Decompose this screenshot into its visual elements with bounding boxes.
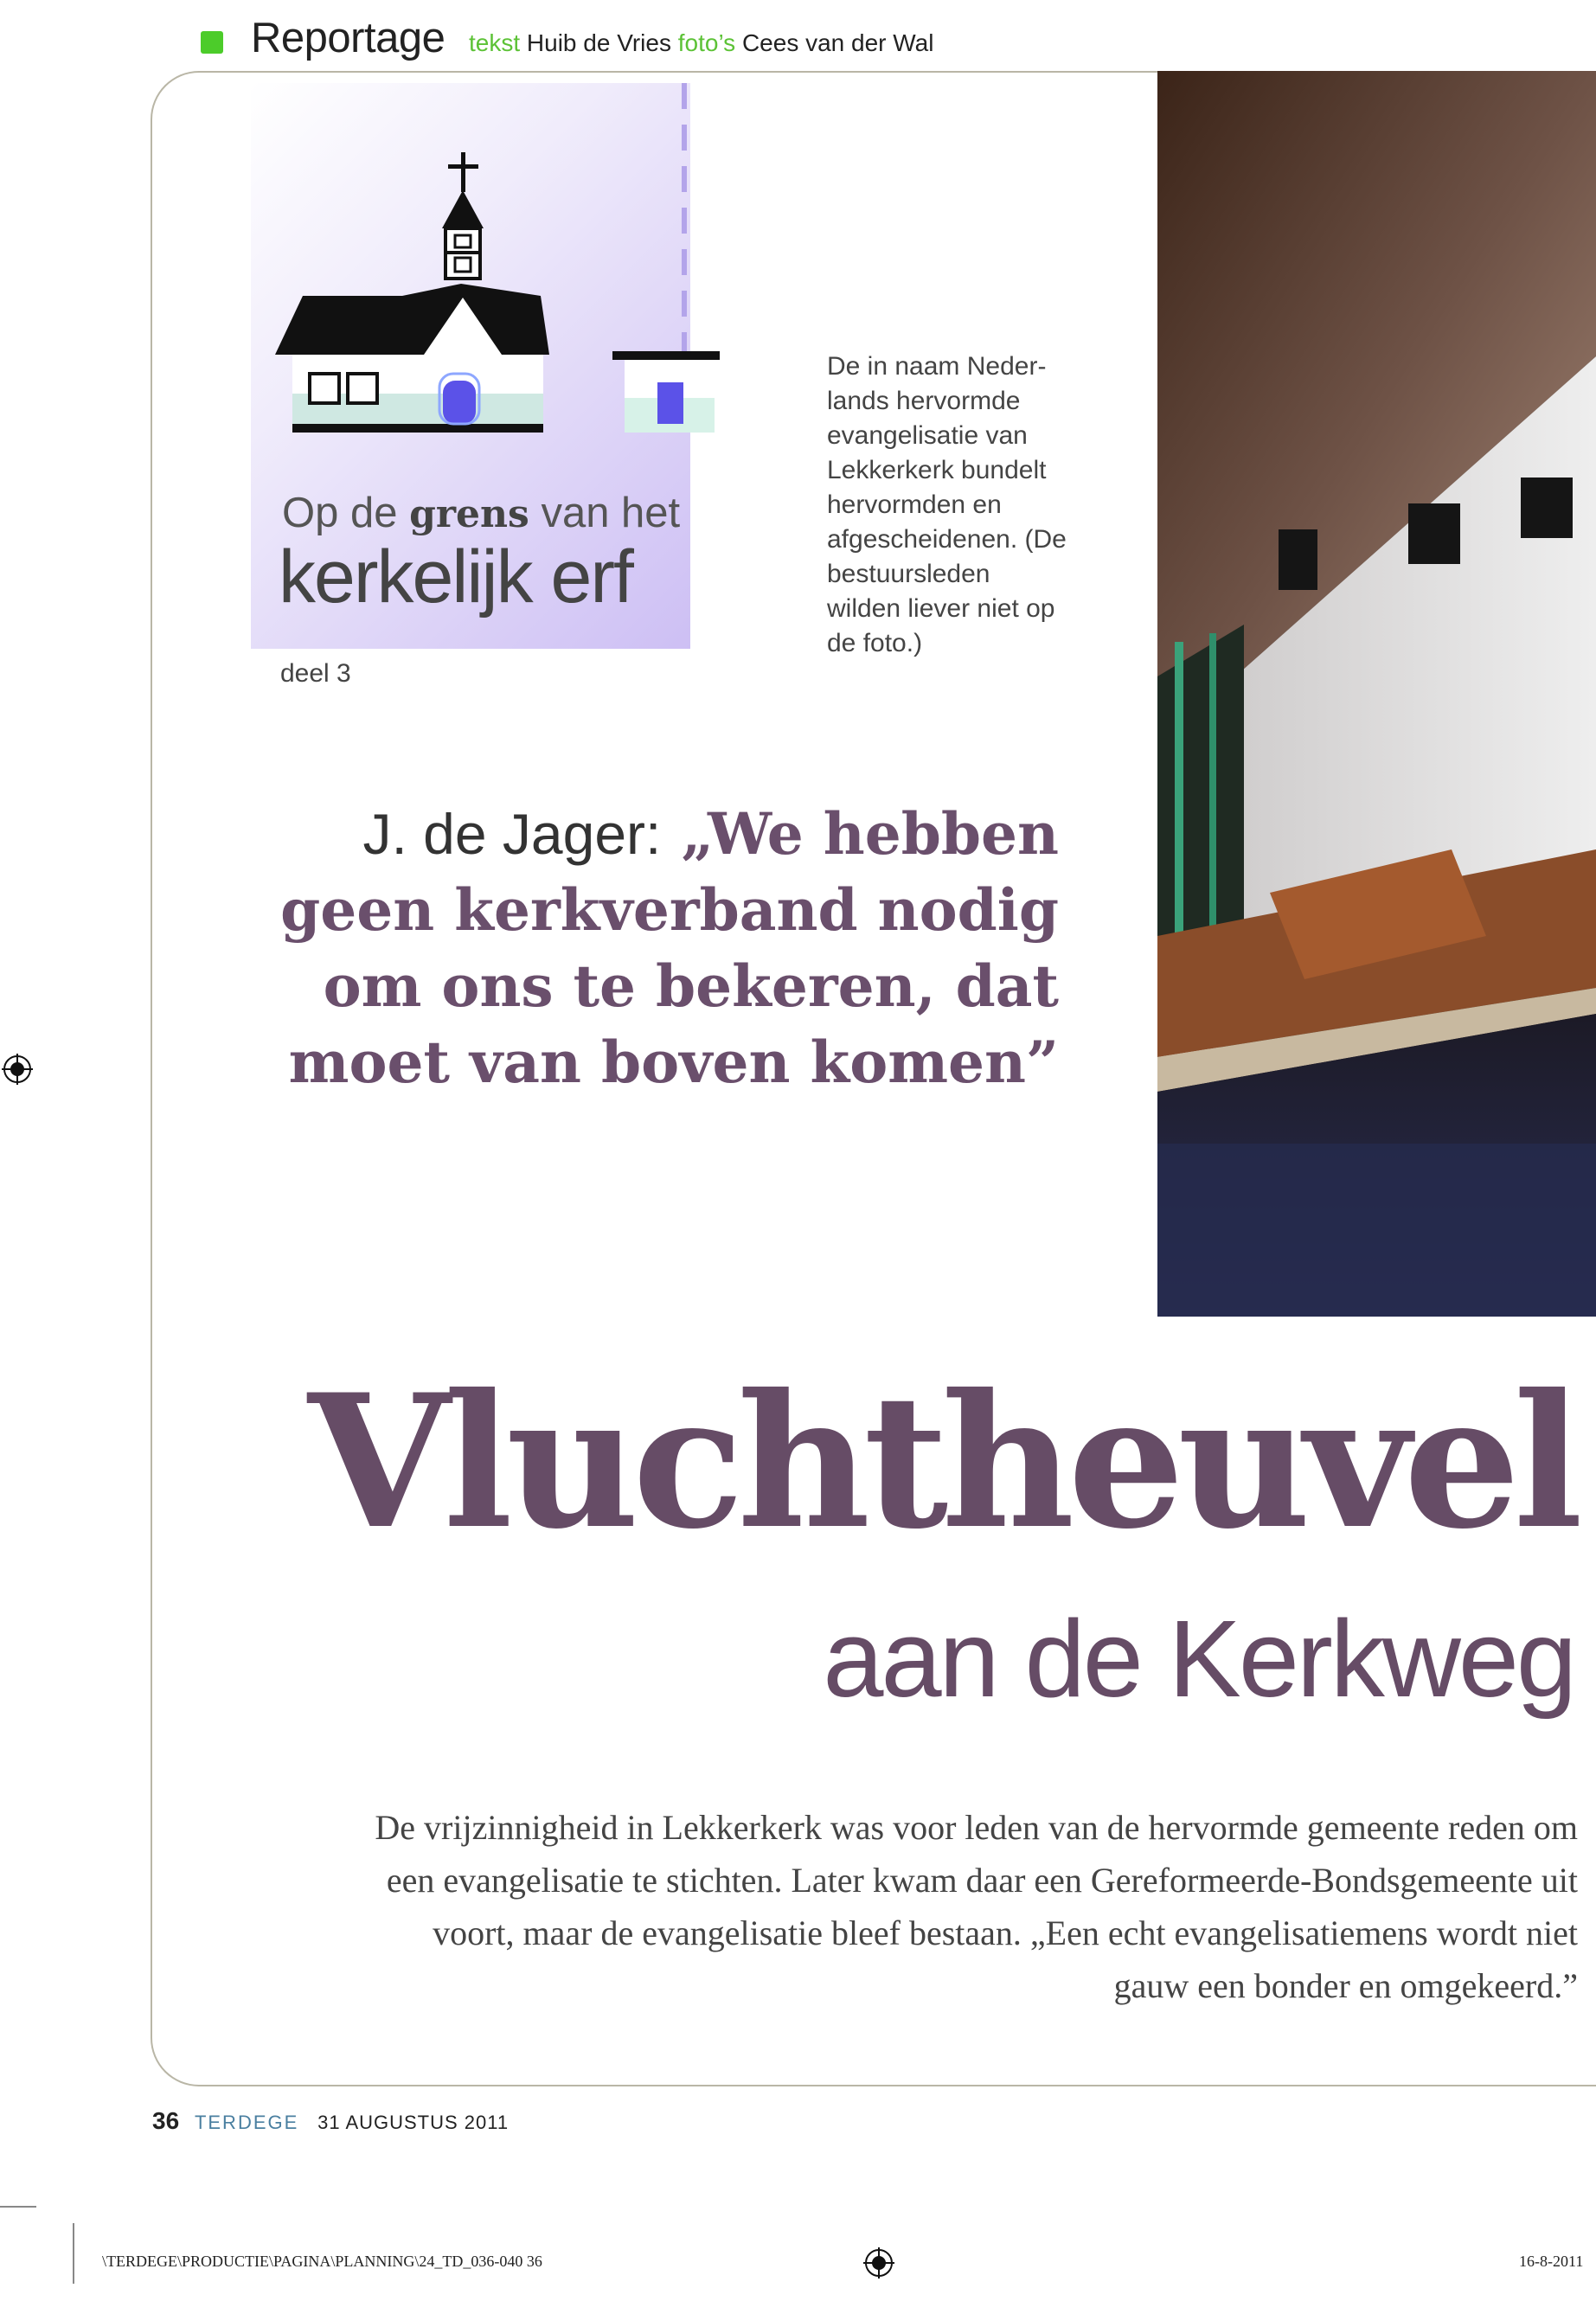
- registration-mark-icon: [863, 2247, 894, 2279]
- series-title-line1: Op de grens van het: [282, 490, 681, 536]
- series-title-line2: kerkelijk erf: [279, 535, 632, 619]
- section-marker: [201, 31, 223, 54]
- pull-quote: [247, 796, 1059, 1100]
- church-interior-photo: [1157, 71, 1596, 1317]
- byline: [469, 29, 933, 57]
- byline-photo-label: foto’s: [677, 29, 736, 56]
- folio: [152, 2107, 509, 2135]
- crop-mark: [0, 2206, 36, 2208]
- series-part-label: deel 3: [280, 659, 351, 688]
- slug-file-path: \TERDEGE\PRODUCTIE\PAGINA\PLANNING\24_TD_036-040 36: [102, 2253, 542, 2270]
- headline-sub: aan de Kerkweg: [823, 1598, 1574, 1720]
- section-label: Reportage: [251, 15, 445, 61]
- pull-quote-text: „We hebben geen kerkverband nodig om ons te bekeren, dat moet van boven komen”: [280, 800, 1059, 1096]
- series-title-bold: grens: [409, 492, 529, 536]
- church-icon: [251, 138, 735, 450]
- registration-mark-icon: [2, 1054, 33, 1085]
- crop-mark: [73, 2223, 74, 2284]
- photo-caption: De in naam Neder-lands hervormde evangelisatie van Lekkerkerk bundelt hervormden en afgescheidenen. (De bestuursleden wilden liever niet op de foto.): [827, 352, 1067, 657]
- magazine-name: TERDEGE: [194, 2112, 299, 2133]
- intro-paragraph: De vrijzinnigheid in Lekkerkerk was voor leden van de hervormde gemeente reden om een evangelisatie te stichten. Later kwam daar een Gereformeerde-Bondsgemeente uit voort, maar de evangelisatie bleef bestaan. „Een echt evangelisatiemens wordt niet gauw een bonder en omgekeerd.”: [375, 1808, 1578, 2005]
- byline-text-label: tekst: [469, 29, 521, 56]
- slug-date: 16-8-2011: [1519, 2253, 1584, 2270]
- pull-quote-speaker: J. de Jager:: [362, 802, 662, 866]
- byline-author: Huib de Vries: [526, 29, 671, 56]
- page-number: 36: [152, 2107, 180, 2134]
- byline-photographer: Cees van der Wal: [741, 29, 934, 56]
- issue-date: 31 AUGUSTUS 2011: [317, 2112, 510, 2133]
- headline-main: Vluchtheuvel: [307, 1354, 1576, 1569]
